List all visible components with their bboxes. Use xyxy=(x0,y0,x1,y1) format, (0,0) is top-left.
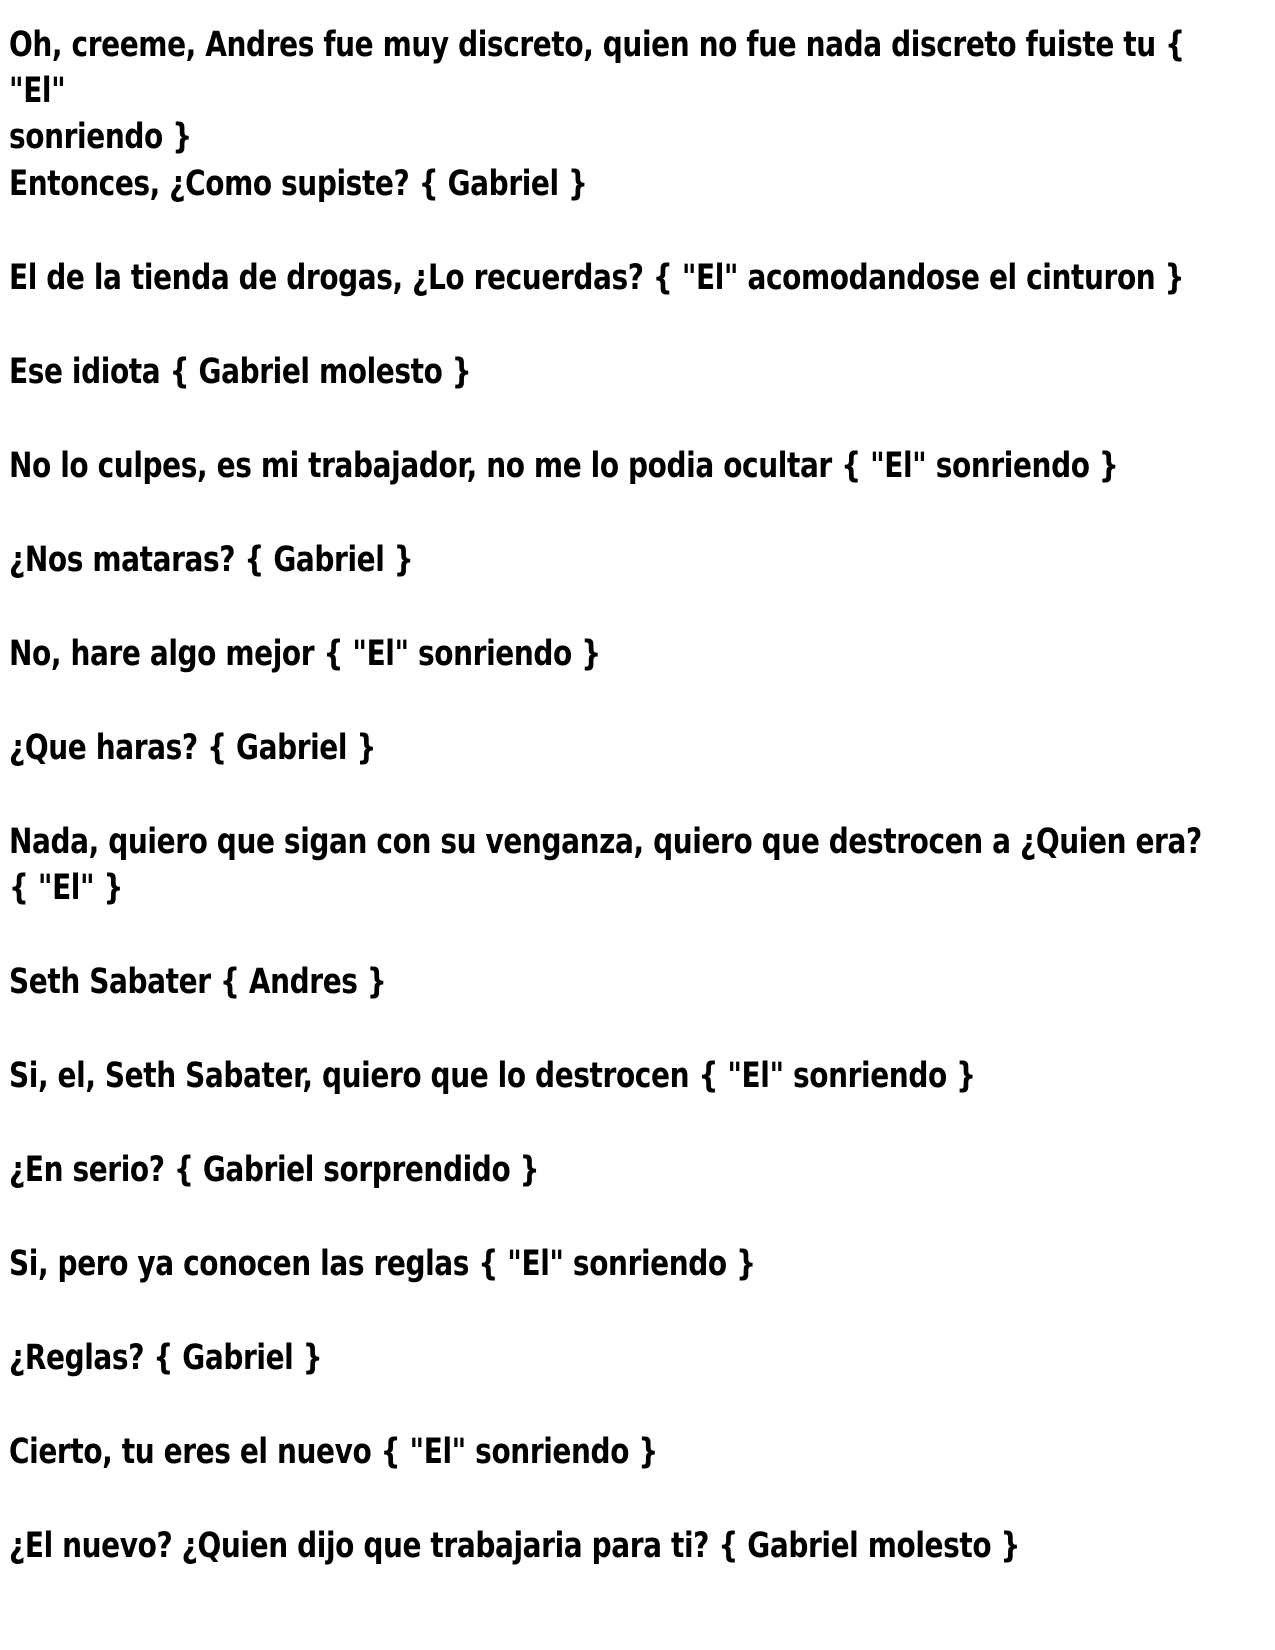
dialogue-line-10: Seth Sabater { Andres } xyxy=(9,962,387,1002)
dialogue-line-11: Si, el, Seth Sabater, quiero que lo destrocen { "El" sonriendo } xyxy=(9,1056,976,1096)
dialogue-line-15: Cierto, tu eres el nuevo { "El" sonriendo } xyxy=(9,1432,658,1472)
dialogue-line-16: ¿El nuevo? ¿Quien dijo que trabajaria para ti? { Gabriel molesto } xyxy=(9,1526,1021,1566)
dialogue-line-7: No, hare algo mejor { "El" sonriendo } xyxy=(9,634,601,674)
dialogue-line-5: No lo culpes, es mi trabajador, no me lo podia ocultar { "El" sonriendo } xyxy=(9,446,1119,486)
dialogue-line-12: ¿En serio? { Gabriel sorprendido } xyxy=(9,1150,540,1190)
dialogue-line-9: Nada, quiero que sigan con su venganza, quiero que destrocen a ¿Quien era? { "El" } xyxy=(9,822,1202,908)
dialogue-line-3: El de la tienda de drogas, ¿Lo recuerdas? { "El" acomodandose el cinturon } xyxy=(9,258,1185,298)
dialogue-line-1: Oh, creeme, Andres fue muy discreto, quien no fue nada discreto fuiste tu { "El" sonriendo } xyxy=(9,25,1185,157)
dialogue-line-8: ¿Que haras? { Gabriel } xyxy=(9,728,376,768)
dialogue-line-14: ¿Reglas? { Gabriel } xyxy=(9,1338,323,1378)
dialogue-line-2: Entonces, ¿Como supiste? { Gabriel } xyxy=(9,164,588,204)
dialogue-line-4: Ese idiota { Gabriel molesto } xyxy=(9,352,472,392)
dialogue-line-6: ¿Nos mataras? { Gabriel } xyxy=(9,540,414,580)
dialogue-line-13: Si, pero ya conocen las reglas { "El" sonriendo } xyxy=(9,1244,756,1284)
